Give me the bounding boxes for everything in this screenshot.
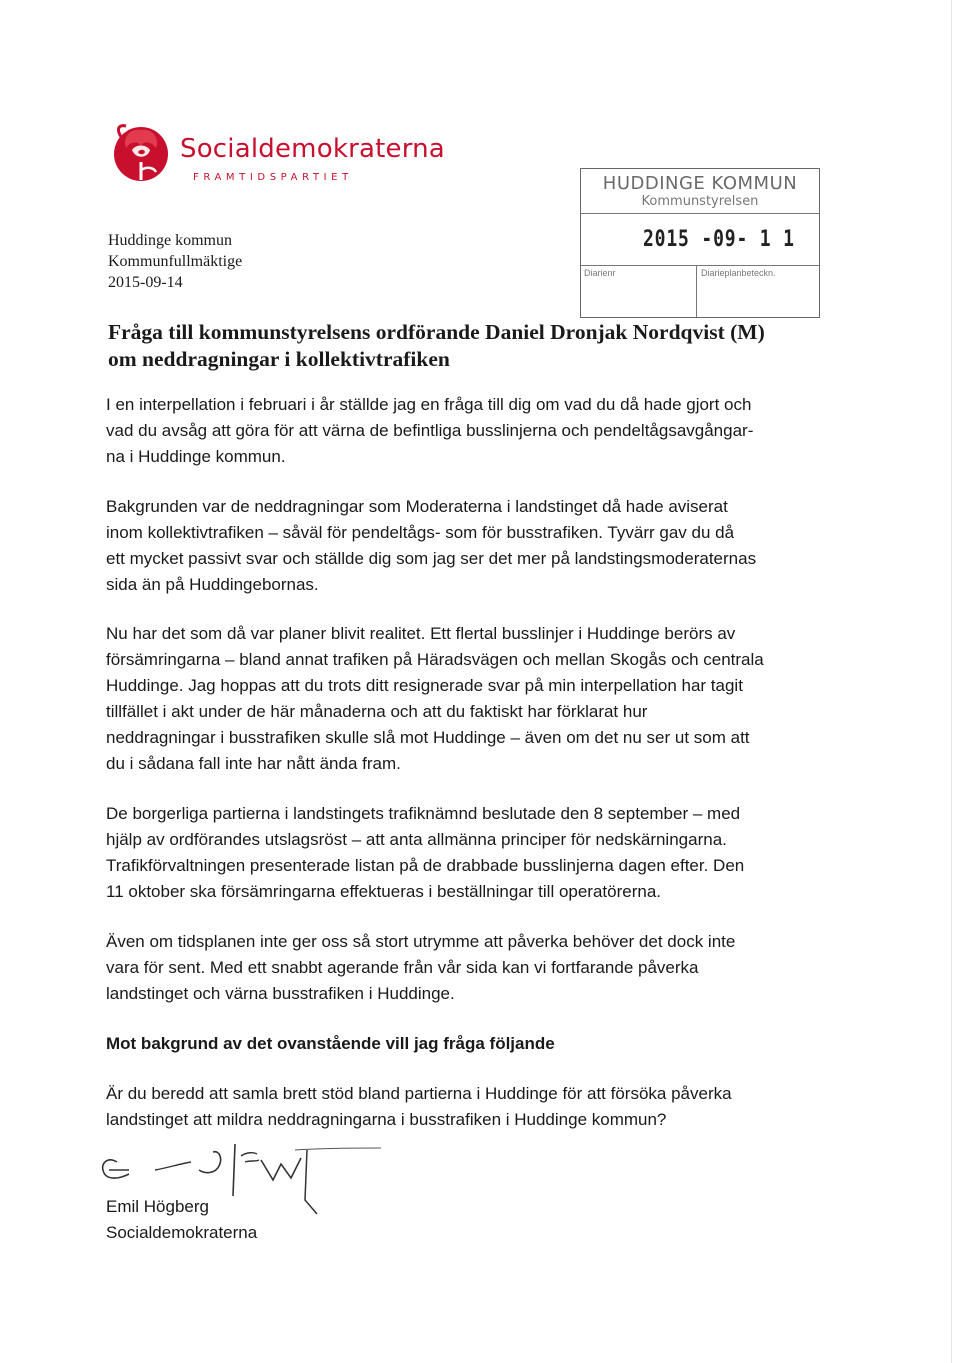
paragraph <box>106 494 866 598</box>
stamp-department: Kommunstyrelsen <box>641 194 759 209</box>
paragraph <box>106 801 866 905</box>
party-logo <box>108 118 445 198</box>
text-line: du i sådana fall inte har nått ända fram. <box>106 754 401 773</box>
text-line: tillfället i akt under de här månaderna och att du faktiskt har förklarat hur <box>106 702 648 721</box>
text-line: Bakgrunden var de neddragningar som Moderaterna i landstinget då hade aviserat <box>106 497 728 516</box>
text-line: Nu har det som då var planer blivit realitet. Ett flertal busslinjer i Huddinge berörs av <box>106 624 736 643</box>
text-line: neddragningar i busstrafiken skulle slå mot Huddinge – även om det nu ser ut som att <box>106 728 750 747</box>
stamp-divider-vertical <box>696 265 697 317</box>
paragraph <box>106 929 866 1007</box>
received-stamp <box>580 168 820 318</box>
text-line: Huddinge. Jag hoppas att du trots ditt resignerade svar på min interpellation har tagit <box>106 676 743 695</box>
logo-name: Socialdemokraterna <box>180 134 445 164</box>
text-line: ett mycket passivt svar och ställde dig som jag ser det mer på landstingsmoderaternas <box>106 549 757 568</box>
text-line: vad du avsåg att göra för att värna de befintliga busslinjerna och pendeltågsavgångar- <box>106 421 754 440</box>
page-edge-line <box>951 0 952 1363</box>
text-line: De borgerliga partierna i landstingets trafiknämnd beslutade den 8 september – med <box>106 804 741 823</box>
title-line: om neddragningar i kollektivtrafiken <box>108 347 450 371</box>
title-line: Fråga till kommunstyrelsens ordförande Daniel Dronjak Nordqvist (M) <box>108 320 765 344</box>
stamp-organization: HUDDINGE KOMMUN <box>602 173 798 194</box>
paragraph <box>106 392 866 470</box>
sender-role: Kommunfullmäktige <box>108 253 243 270</box>
text-line: na i Huddinge kommun. <box>106 447 286 466</box>
paragraph <box>106 621 866 777</box>
stamp-divider <box>581 213 819 214</box>
signature-name: Emil Högberg <box>106 1197 209 1216</box>
text-line: landstinget och värna busstrafiken i Huddinge. <box>106 984 455 1003</box>
text-line: hjälp av ordförandes utslagsröst – att anta allmänna principer för nedskärningarna. <box>106 830 727 849</box>
text-line: sida än på Huddingebornas. <box>106 575 319 594</box>
sender-block <box>108 230 242 293</box>
signature-organization: Socialdemokraterna <box>106 1223 258 1242</box>
sender-municipality: Huddinge kommun <box>108 232 232 249</box>
text-line: Trafikförvaltningen presenterade listan på de drabbade busslinjerna dagen efter. Den <box>106 856 745 875</box>
letter-body <box>106 392 866 1157</box>
question-heading-block <box>106 1031 866 1057</box>
rose-logo-icon <box>108 118 174 184</box>
text-line: Även om tidsplanen inte ger oss så stort utrymme att påverka behöver det dock inte <box>106 932 736 951</box>
stamp-label-diarieplanbeteckning: Diarieplanbeteckn. <box>701 268 776 278</box>
text-line: inom kollektivtrafiken – såväl för pendeltågs- som för busstrafiken. Tyvärr gav du då <box>106 523 735 542</box>
text-line: 11 oktober ska försämringarna effektueras i beställningar till operatörerna. <box>106 882 662 901</box>
stamp-date: 2015 -09- 1 1 <box>643 227 795 252</box>
text-line: Är du beredd att samla brett stöd bland partierna i Huddinge för att försöka påverka <box>106 1084 732 1103</box>
text-line: vara för sent. Med ett snabbt agerande från vår sida kan vi fortfarande påverka <box>106 958 699 977</box>
stamp-divider <box>581 265 819 266</box>
sender-date: 2015-09-14 <box>108 274 183 291</box>
stamp-label-diarienr: Diarienr <box>584 268 616 278</box>
text-line: I en interpellation i februari i år ställde jag en fråga till dig om vad du då hade gjort och <box>106 395 752 414</box>
document-title <box>108 319 888 373</box>
logo-tagline: FRAMTIDSPARTIET <box>193 172 353 183</box>
text-line: försämringarna – bland annat trafiken på Häradsvägen och mellan Skogås och centrala <box>106 650 764 669</box>
text-line: landstinget att mildra neddragningarna i busstrafiken i Huddinge kommun? <box>106 1110 667 1129</box>
question-paragraph <box>106 1081 866 1133</box>
question-heading: Mot bakgrund av det ovanstående vill jag fråga följande <box>106 1034 555 1053</box>
